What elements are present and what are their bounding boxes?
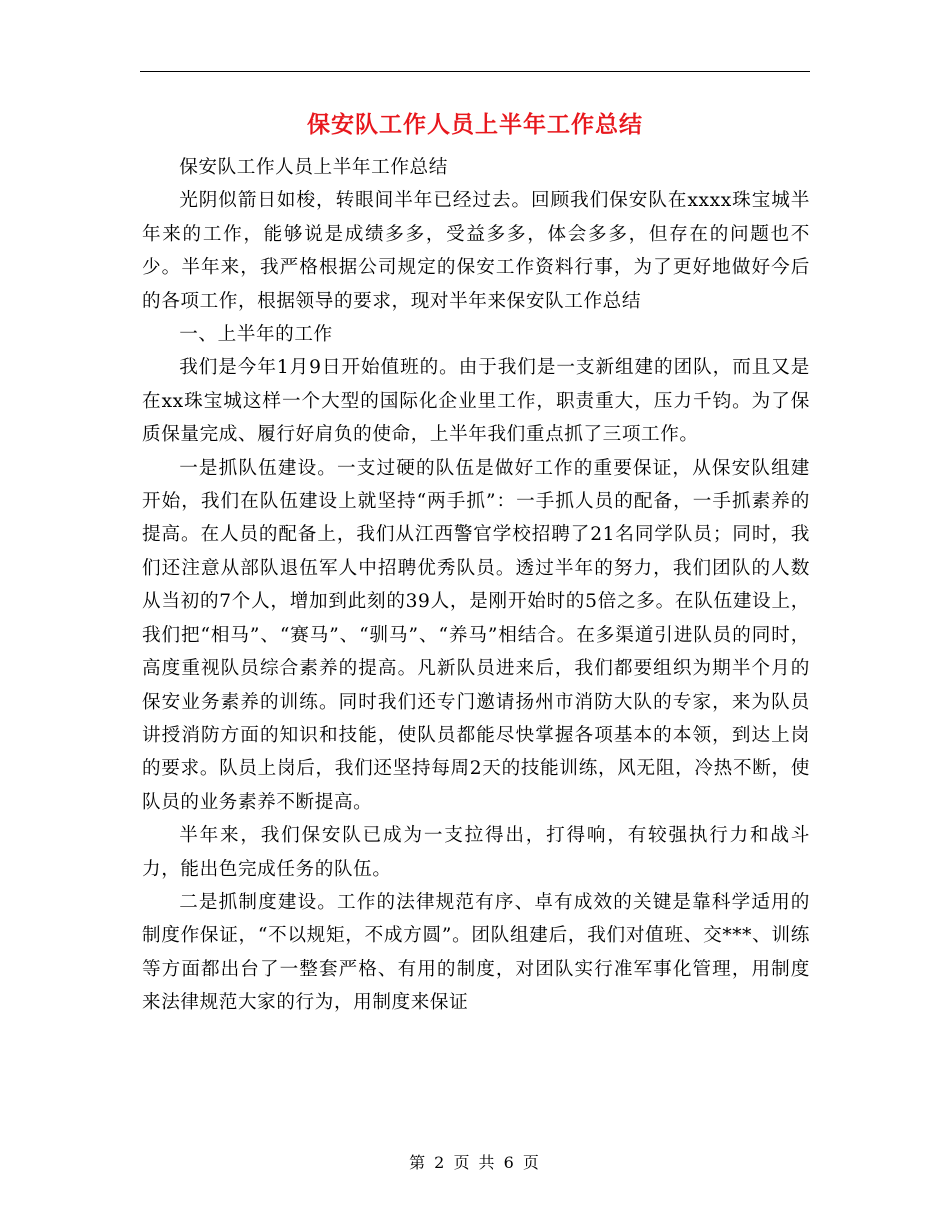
page-number-footer: 第 2 页 共 6 页 xyxy=(409,1153,541,1172)
document-body xyxy=(142,151,810,1020)
document-title: 保安队工作人员上半年工作总结 xyxy=(307,112,643,138)
paragraph: 一是抓队伍建设。一支过硬的队伍是做好工作的重要保证，从保安队组建开始，我们在队伍建设上就坚持“两手抓”：一手抓人员的配备，一手抓素养的提高。在人员的配备上，我们从江西警官学校招聘了21名同学队员；同时，我们还注意从部队退伍军人中招聘优秀队员。透过半年的努力，我们团队的人数从当初的7个人，增加到此刻的39人，是刚开始时的5倍之多。在队伍建设上，我们把“相马”、“赛马”、“驯马”、“养马”相结合。在多渠道引进队员的同时，高度重视队员综合素养的提高。凡新队员进来后，我们都要组织为期半个月的保安业务素养的训练。同时我们还专门邀请扬州市消防大队的专家，来为队员讲授消防方面的知识和技能，使队员都能尽快掌握各项基本的本领，到达上岗的要求。队员上岗后，我们还坚持每周2天的技能训练，风无阻，冷热不断，使队员的业务素养不断提高。 xyxy=(142,457,810,813)
section-heading: 一、上半年的工作 xyxy=(179,324,333,346)
paragraph: 二是抓制度建设。工作的法律规范有序、卓有成效的关键是靠科学适用的制度作保证，“不以规矩，不成方圆”。团队组建后，我们对值班、交***、训练等方面都出台了一整套严格、有用的制度，对团队实行准军事化管理，用制度来法律规范大家的行为，用制度来保证 xyxy=(142,891,810,1014)
header-rule xyxy=(140,71,810,72)
paragraph-intro: 光阴似箭日如梭，转眼间半年已经过去。回顾我们保安队在xxxx珠宝城半年来的工作，能够说是成绩多多，受益多多，体会多多，但存在的问题也不少。半年来，我严格根据公司规定的保安工作资料行事，为了更好地做好今后的各项工作，根据领导的要求，现对半年来保安队工作总结 xyxy=(142,190,810,312)
paragraph-subtitle: 保安队工作人员上半年工作总结 xyxy=(179,157,448,178)
paragraph: 半年来，我们保安队已成为一支拉得出，打得响，有较强执行力和战斗力，能出色完成任务的队伍。 xyxy=(142,825,810,880)
paragraph: 我们是今年1月9日开始值班的。由于我们是一支新组建的团队，而且又是在xx珠宝城这样一个大型的国际化企业里工作，职责重大，压力千钧。为了保质保量完成、履行好肩负的使命，上半年我们重点抓了三项工作。 xyxy=(142,357,810,446)
